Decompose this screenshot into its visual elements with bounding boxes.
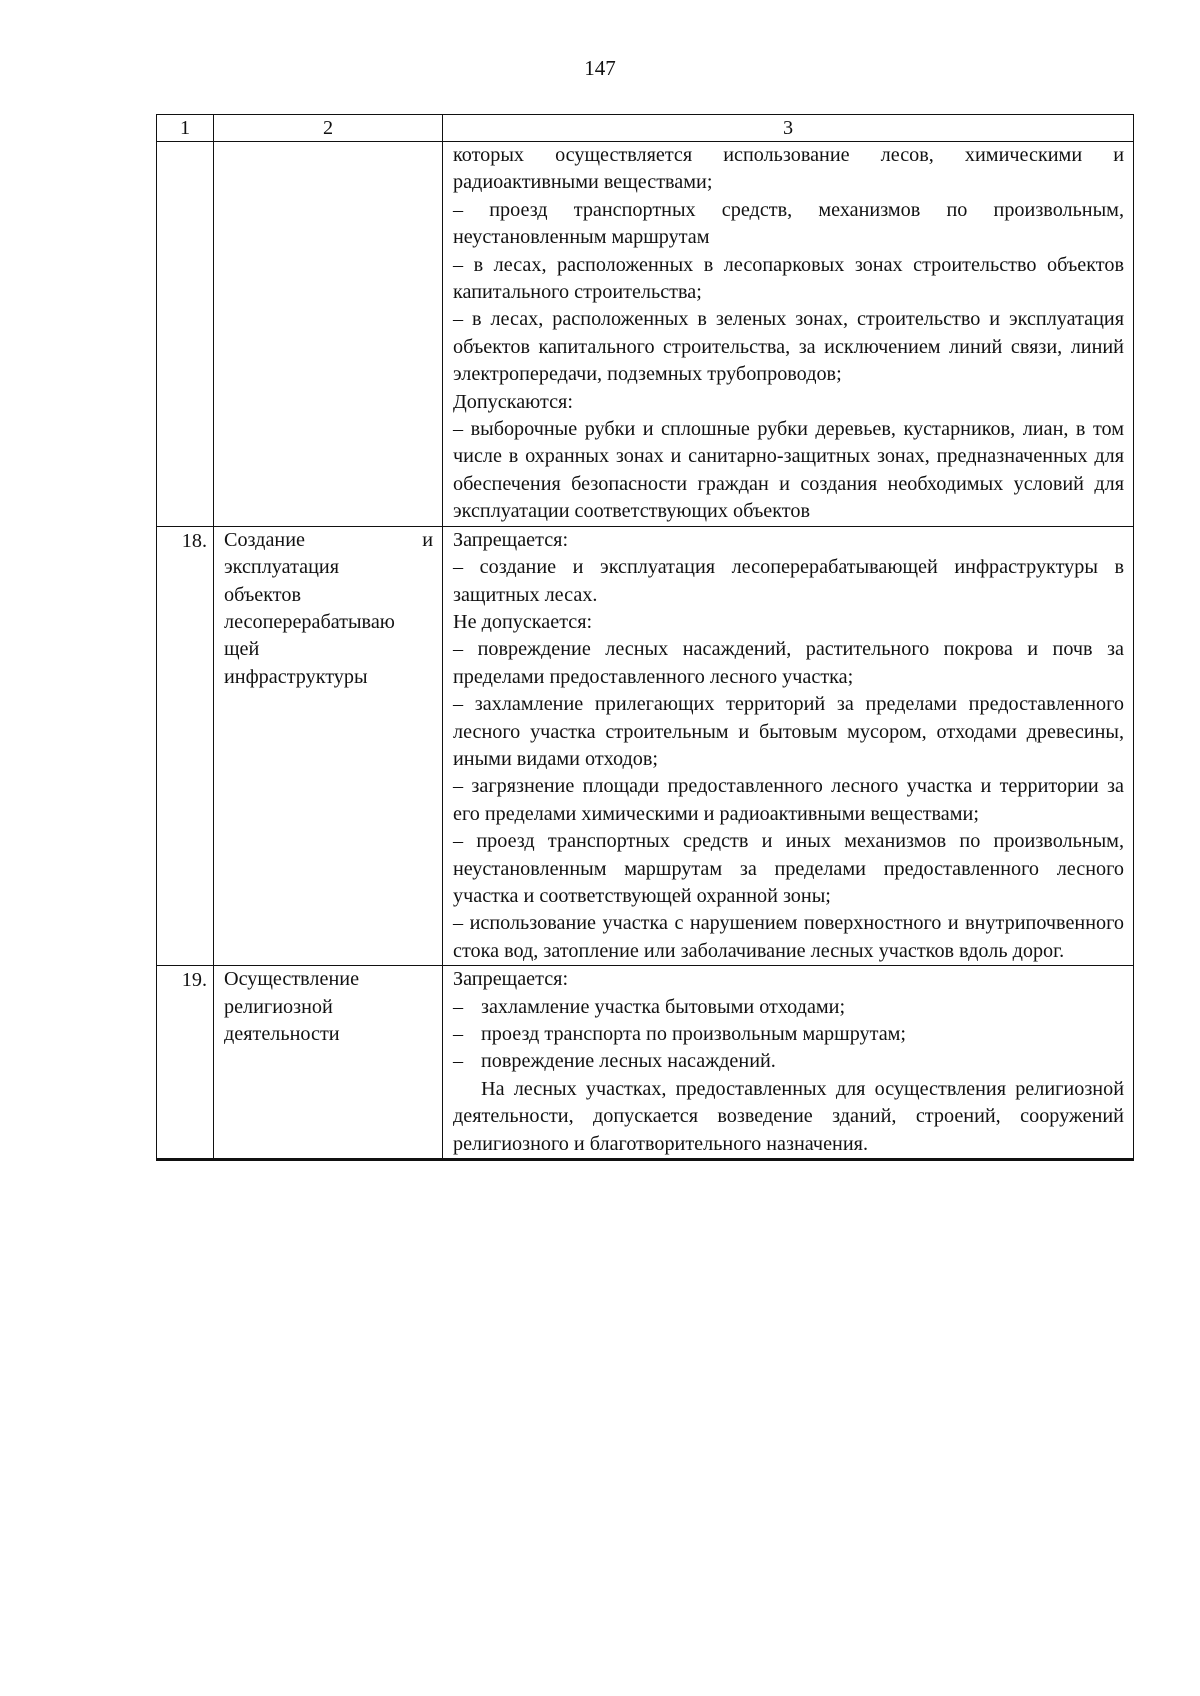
rule-heading: Допускаются: bbox=[453, 390, 573, 413]
regulations-table bbox=[156, 114, 1134, 1161]
activity-name-line: эксплуатация bbox=[224, 556, 339, 579]
table-header-row bbox=[157, 115, 1134, 142]
activity-name-line: религиозной bbox=[224, 995, 333, 1018]
row-number-cell bbox=[157, 142, 214, 527]
rule-text: – загрязнение площади предоставленного лесного участка и территории за его пределами химическими и радиоактивными веществами; bbox=[453, 775, 1124, 825]
table-row-18 bbox=[157, 526, 1134, 966]
rule-text: – повреждение лесных насаждений, растительного покрова и почв за пределами предоставленного лесного участка; bbox=[453, 638, 1124, 688]
activity-name-cell bbox=[214, 526, 443, 966]
activity-name-line: Создание и bbox=[224, 528, 433, 551]
activity-name-line: лесоперерабатываю bbox=[224, 610, 395, 633]
rule-text: – создание и эксплуатация лесоперерабатывающей инфраструктуры в защитных лесах. bbox=[453, 556, 1124, 606]
activity-name-cell bbox=[214, 142, 443, 527]
list-item-text: проезд транспорта по произвольным маршрутам; bbox=[481, 1023, 907, 1045]
rule-text: – выборочные рубки и сплошные рубки деревьев, кустарников, лиан, в том числе в охранных зонах и санитарно-защитных зонах, предназначенных для обеспечения безопасности граждан и создания необходимых условий для эксплуатации соответствующих объектов bbox=[453, 418, 1124, 523]
rule-text: которых осуществляется использование лесов, химическими и радиоактивными веществами; bbox=[453, 144, 1124, 194]
activity-name-line: деятельности bbox=[224, 1023, 340, 1045]
activity-name-cell bbox=[214, 966, 443, 1160]
rule-text: – захламление прилегающих территорий за пределами предоставленного лесного участка строительным и бытовым мусором, отходами древесины, иными видами отходов; bbox=[453, 693, 1124, 770]
rule-paragraph: На лесных участках, предоставленных для осуществления религиозной деятельности, допускается возведение зданий, строений, сооружений религиозного и благотворительного назначения. bbox=[453, 1077, 1124, 1155]
header-col-1: 1 bbox=[157, 115, 214, 142]
dash-marker: – bbox=[453, 995, 464, 1018]
page-number: 147 bbox=[584, 56, 616, 80]
activity-name-line: инфраструктуры bbox=[224, 665, 368, 688]
table-row-19 bbox=[157, 966, 1134, 1160]
list-item-text: повреждение лесных насаждений. bbox=[481, 1050, 776, 1073]
list-item bbox=[453, 1048, 1124, 1075]
rules-cell bbox=[443, 526, 1134, 966]
dash-marker: – bbox=[453, 1023, 464, 1045]
rule-heading: Не допускается: bbox=[453, 610, 593, 633]
dash-marker: – bbox=[453, 1050, 464, 1073]
rules-cell bbox=[443, 966, 1134, 1160]
rule-text: – использование участка с нарушением поверхностного и внутрипочвенного стока вод, затопление или заболачивание лесных участков вдоль дорог. bbox=[453, 912, 1124, 962]
rules-cell bbox=[443, 142, 1134, 527]
rule-text: – проезд транспортных средств, механизмов по произвольным, неустановленным маршрутам bbox=[453, 198, 1124, 249]
header-col-3: 3 bbox=[443, 115, 1134, 142]
row-number: 18. bbox=[157, 526, 214, 966]
rule-text: – в лесах, расположенных в лесопарковых зонах строительство объектов капитального строительства; bbox=[453, 253, 1124, 304]
list-item-text: захламление участка бытовыми отходами; bbox=[481, 995, 846, 1018]
row-number: 19. bbox=[157, 966, 214, 1160]
list-item bbox=[453, 1021, 1124, 1048]
header-col-2: 2 bbox=[214, 115, 443, 142]
rule-heading: Запрещается: bbox=[453, 528, 569, 551]
list-item bbox=[453, 994, 1124, 1021]
rule-text: – проезд транспортных средств и иных механизмов по произвольным, неустановленным маршрутам за пределами предоставленного лесного участка и соответствующей охранной зоны; bbox=[453, 830, 1124, 907]
activity-name-line: объектов bbox=[224, 583, 301, 606]
activity-name-line: Осуществление bbox=[224, 968, 360, 991]
rule-text: – в лесах, расположенных в зеленых зонах, строительство и эксплуатация объектов капитального строительства, за исключением линий связи, линий электропередачи, подземных трубопроводов; bbox=[453, 308, 1124, 386]
table-row-continuation bbox=[157, 142, 1134, 527]
rule-heading: Запрещается: bbox=[453, 968, 569, 991]
activity-name-line: щей bbox=[224, 638, 260, 661]
